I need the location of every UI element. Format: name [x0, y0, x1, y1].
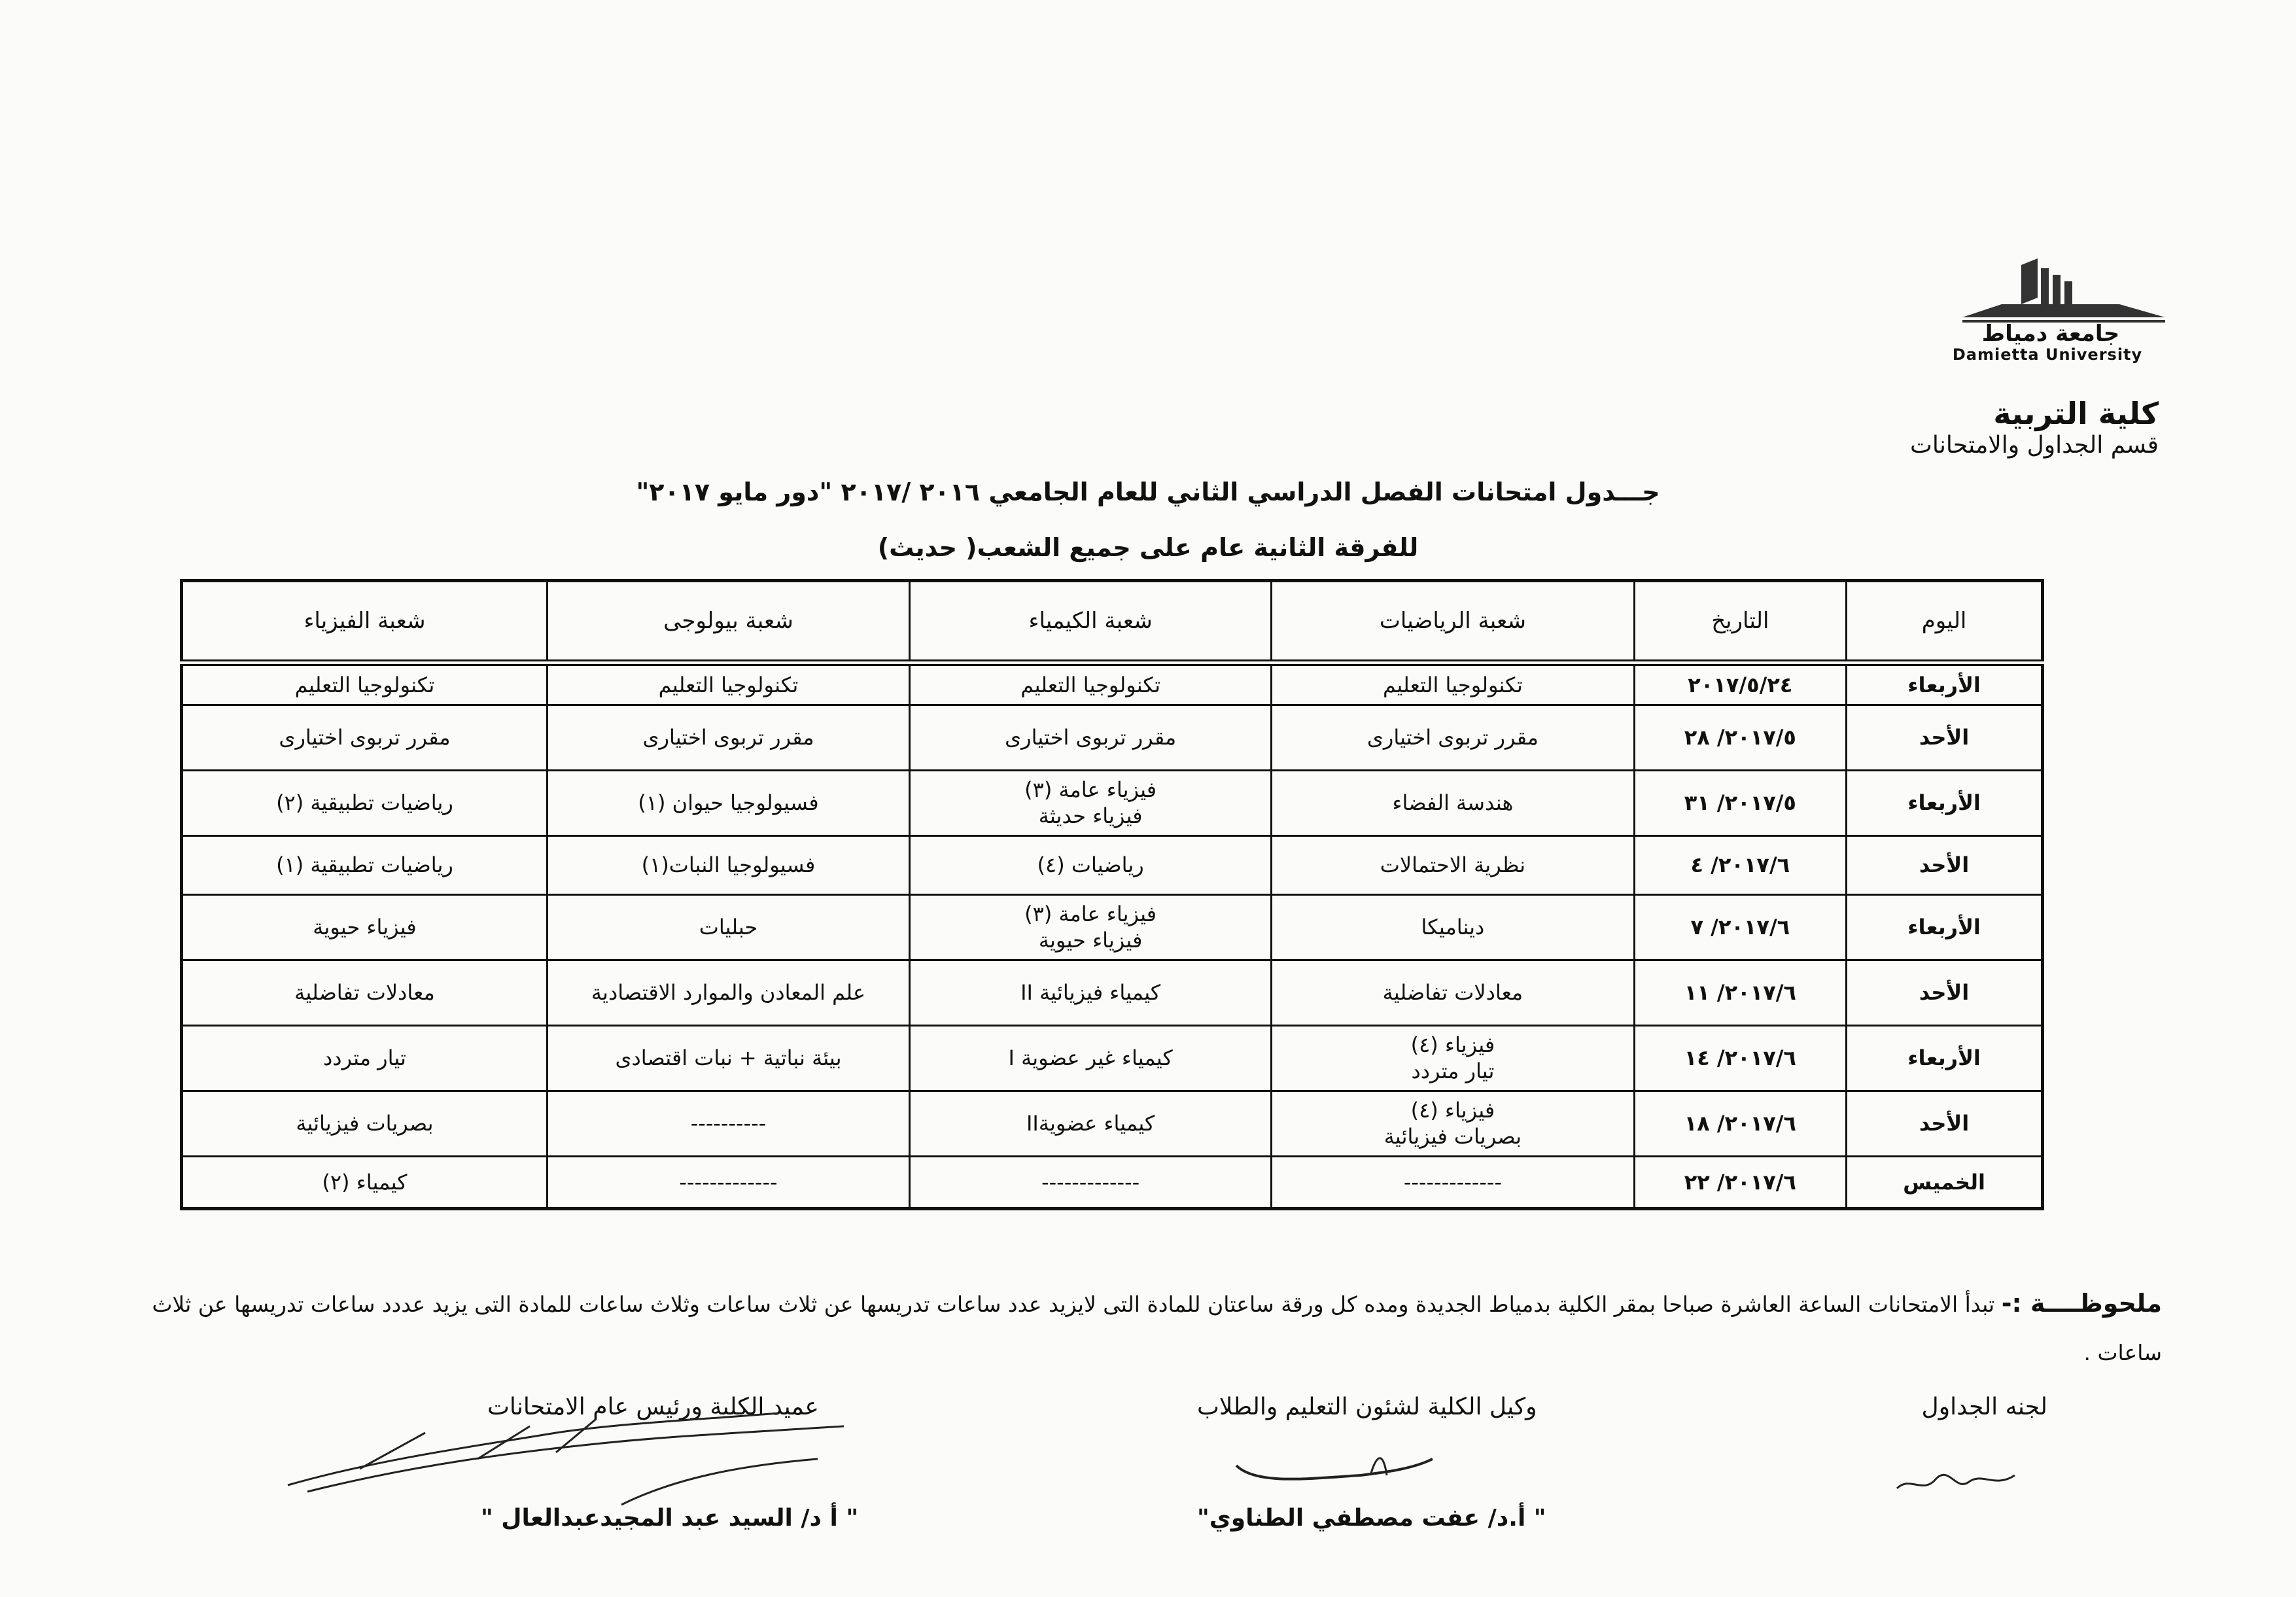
biology-cell: تكنولوجيا التعليم	[547, 663, 909, 705]
table-row	[182, 1091, 2043, 1156]
note-text: تبدأ الامتحانات الساعة العاشرة صباحا بمقر الكلية بدمياط الجديدة ومده كل ورقة ساعتان للمادة التى لايزيد عدد ساعات تدريسها عن ثلاث ساعات وثلاث ساعات للمادة التى يزيد عددد ساعات تدريسها عن ثلاث ساعات .	[152, 1291, 2162, 1365]
biology-cell: مقرر تربوى اختيارى	[547, 705, 909, 770]
table-row	[182, 1025, 2043, 1091]
note-block	[128, 1279, 2162, 1377]
physics-cell: تيار متردد	[182, 1025, 548, 1091]
document-title: جـــدول امتحانات الفصل الدراسي الثاني للعام الجامعي ٢٠١٦ /٢٠١٧ "دور مايو ٢٠١٧"	[636, 478, 1660, 506]
table-body	[182, 663, 2043, 1208]
day-cell: الخميس	[1847, 1156, 2043, 1208]
table-row	[182, 835, 2043, 894]
date-cell: ٢٠١٧/٦/ ٧	[1634, 894, 1846, 960]
chemistry-cell: كيمياء عضويةII	[910, 1091, 1272, 1156]
day-cell: الأحد	[1847, 835, 2043, 894]
note-label: ملحوظــــة :-	[2001, 1289, 2162, 1318]
math-cell: ديناميكا	[1272, 894, 1634, 960]
logo-arabic-text: جامعة دمياط	[1981, 321, 2120, 347]
math-cell: معادلات تفاضلية	[1272, 960, 1634, 1025]
table-row	[182, 663, 2043, 705]
vice-dean-title: وكيل الكلية لشئون التعليم والطلاب	[1197, 1394, 1537, 1420]
table-row	[182, 894, 2043, 960]
physics-cell: رياضيات تطبيقية (٢)	[182, 770, 548, 835]
physics-cell: بصريات فيزيائية	[182, 1091, 548, 1156]
date-cell: ٢٠١٧/٦/ ١٨	[1634, 1091, 1846, 1156]
table-row	[182, 770, 2043, 835]
dean-title: عميد الكلية ورئيس عام الامتحانات	[487, 1394, 819, 1420]
table-row	[182, 705, 2043, 770]
faculty-name: كلية التربية	[1993, 396, 2159, 431]
day-cell: الأحد	[1847, 705, 2043, 770]
physics-cell: كيمياء (٢)	[182, 1156, 548, 1208]
day-cell: الأربعاء	[1847, 770, 2043, 835]
dean-name: " أ د/ السيد عبد المجيدعبدالعال "	[481, 1505, 859, 1532]
math-cell: فيزياء (٤) تيار متردد	[1272, 1025, 1634, 1091]
document-subtitle: للفرقة الثانية عام على جميع الشعب( حديث)	[877, 533, 1419, 562]
chemistry-cell: مقرر تربوى اختيارى	[910, 705, 1272, 770]
date-cell: ٢٠١٧/٦/ ١٤	[1634, 1025, 1846, 1091]
math-cell: فيزياء (٤) بصريات فيزيائية	[1272, 1091, 1634, 1156]
biology-cell: -------------	[547, 1156, 909, 1208]
column-header-date: التاريخ	[1634, 581, 1846, 663]
column-header-biology: شعبة بيولوجى	[547, 581, 909, 663]
math-cell: -------------	[1272, 1156, 1634, 1208]
day-cell: الأربعاء	[1847, 894, 2043, 960]
vice-dean-name: " أ.د/ عفت مصطفي الطناوي"	[1197, 1505, 1546, 1532]
day-cell: الأربعاء	[1847, 663, 2043, 705]
chemistry-cell: -------------	[910, 1156, 1272, 1208]
math-cell: نظرية الاحتمالات	[1272, 835, 1634, 894]
column-header-math: شعبة الرياضيات	[1272, 581, 1634, 663]
vice-dean-signature-mark	[1230, 1439, 1439, 1498]
date-cell: ٢٠١٧/٥/ ٢٨	[1634, 705, 1846, 770]
column-header-physics: شعبة الفيزياء	[182, 581, 548, 663]
chemistry-cell: فيزياء عامة (٣) فيزياء حيوية	[910, 894, 1272, 960]
biology-cell: علم المعادن والموارد الاقتصادية	[547, 960, 909, 1025]
date-cell: ٢٠١٧/٥/ ٣١	[1634, 770, 1846, 835]
biology-cell: حبليات	[547, 894, 909, 960]
department-name: قسم الجداول والامتحانات	[1910, 432, 2159, 459]
chemistry-cell: فيزياء عامة (٣) فيزياء حديثة	[910, 770, 1272, 835]
day-cell: الأربعاء	[1847, 1025, 2043, 1091]
biology-cell: فسيولوجيا حيوان (١)	[547, 770, 909, 835]
table-header-row	[182, 581, 2043, 663]
biology-cell: بيئة نباتية + نبات اقتصادى	[547, 1025, 909, 1091]
chemistry-cell: تكنولوجيا التعليم	[910, 663, 1272, 705]
logo-english-text: Damietta University	[1952, 345, 2143, 364]
physics-cell: فيزياء حيوية	[182, 894, 548, 960]
math-cell: هندسة الفضاء	[1272, 770, 1634, 835]
date-cell: ٢٠١٧/٦/ ١١	[1634, 960, 1846, 1025]
chemistry-cell: رياضيات (٤)	[910, 835, 1272, 894]
physics-cell: معادلات تفاضلية	[182, 960, 548, 1025]
physics-cell: رياضيات تطبيقية (١)	[182, 835, 548, 894]
table-row	[182, 1156, 2043, 1208]
column-header-day: اليوم	[1847, 581, 2043, 663]
math-cell: تكنولوجيا التعليم	[1272, 663, 1634, 705]
date-cell: ٢٠١٧/٦/ ٤	[1634, 835, 1846, 894]
chemistry-cell: كيمياء غير عضوية I	[910, 1025, 1272, 1091]
committee-signature-mark	[1890, 1449, 2021, 1508]
biology-cell: ----------	[547, 1091, 909, 1156]
day-cell: الأحد	[1847, 1091, 2043, 1156]
physics-cell: مقرر تربوى اختيارى	[182, 705, 548, 770]
physics-cell: تكنولوجيا التعليم	[182, 663, 548, 705]
biology-cell: فسيولوجيا النبات(١)	[547, 835, 909, 894]
column-header-chemistry: شعبة الكيمياء	[910, 581, 1272, 663]
date-cell: ٢٠١٧/٦/ ٢٢	[1634, 1156, 1846, 1208]
committee-signature-title: لجنه الجداول	[1921, 1394, 2047, 1420]
chemistry-cell: كيمياء فيزيائية II	[910, 960, 1272, 1025]
date-cell: ٢٠١٧/٥/٢٤	[1634, 663, 1846, 705]
day-cell: الأحد	[1847, 960, 2043, 1025]
table-row	[182, 960, 2043, 1025]
exam-schedule-table	[180, 579, 2044, 1210]
math-cell: مقرر تربوى اختيارى	[1272, 705, 1634, 770]
